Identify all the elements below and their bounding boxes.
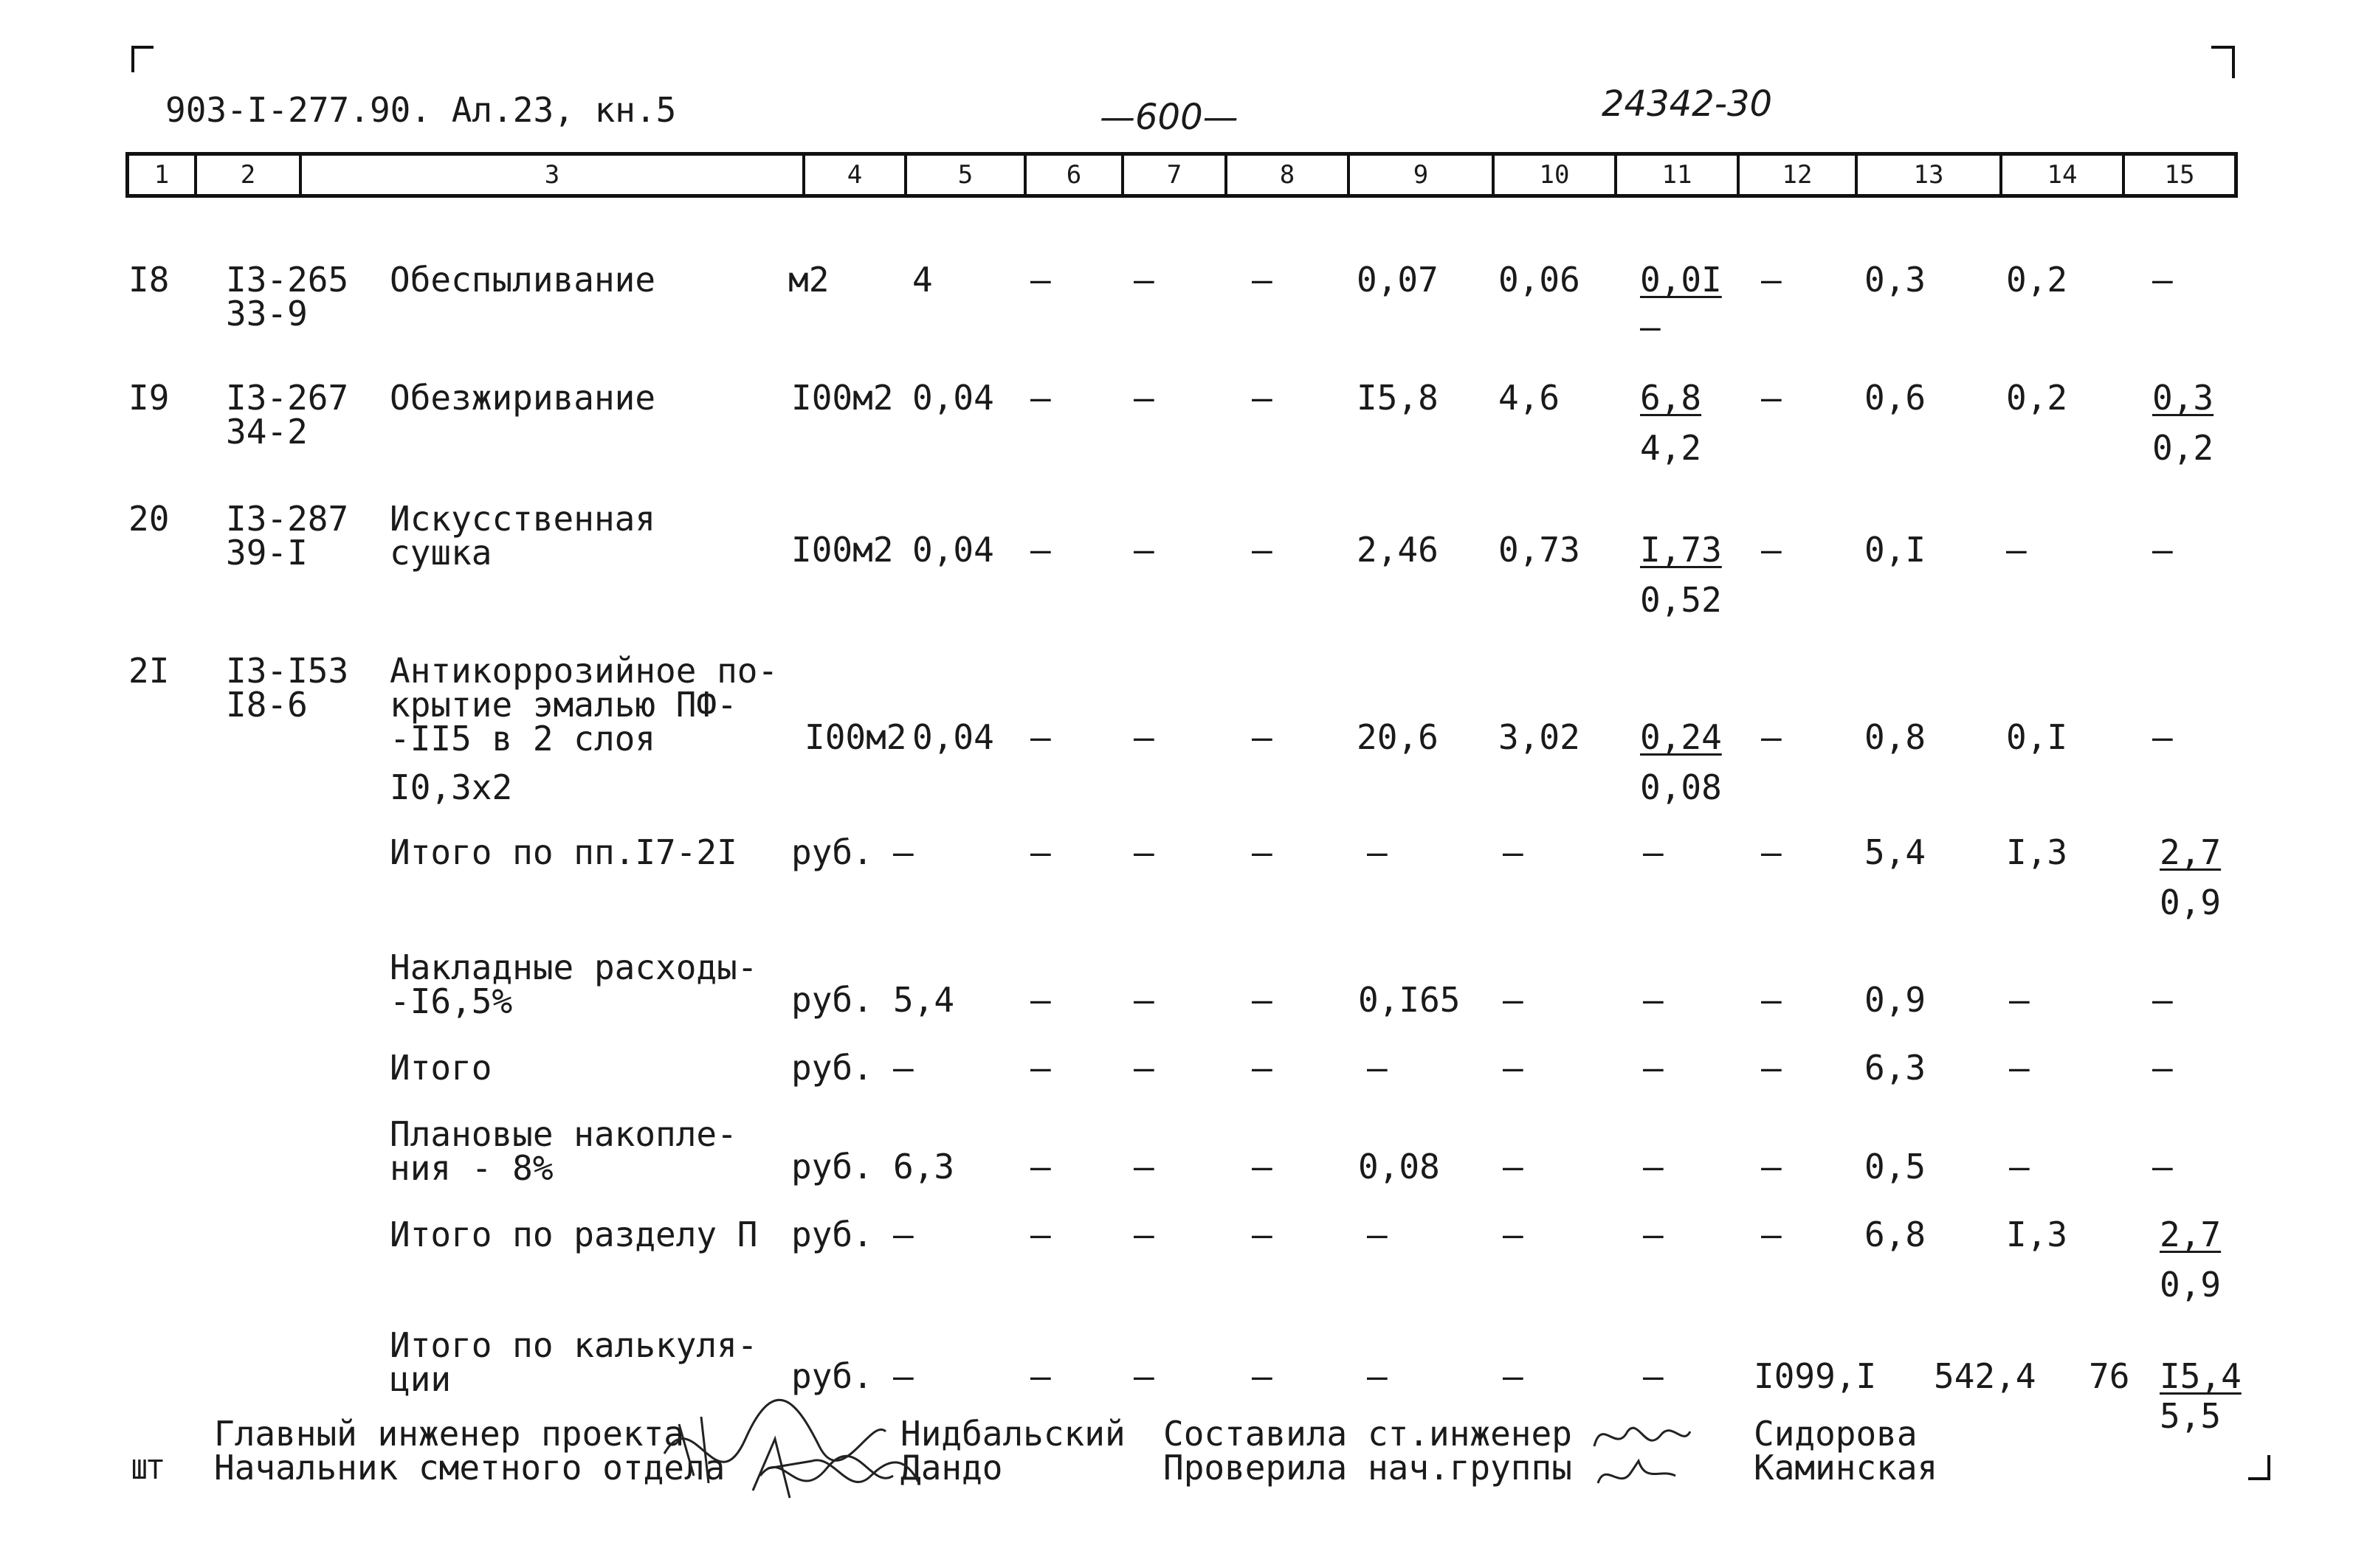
work-name: крытие эмалью ПФ- xyxy=(390,685,737,725)
cell-c12: – xyxy=(1761,530,1782,570)
cell-c5: – xyxy=(893,1356,914,1396)
cell-c15-lower: 0,9 xyxy=(2160,883,2222,922)
cell-c6: – xyxy=(1030,260,1051,300)
cell-c10: – xyxy=(1503,980,1523,1020)
cell-c5: – xyxy=(893,1215,914,1254)
cell-c6: – xyxy=(1030,717,1051,757)
cell-c13: 0,3 xyxy=(1864,260,1926,300)
column-header: 8 xyxy=(1227,156,1350,194)
cell-c12: – xyxy=(1761,832,1782,872)
cell-c15: – xyxy=(2152,717,2173,757)
corner-mark-top-left xyxy=(131,46,154,72)
cell-c15: – xyxy=(2152,530,2173,570)
cell-c13: 6,3 xyxy=(1864,1048,1926,1088)
cell-c11: 6,8 xyxy=(1640,378,1702,418)
cell-c5: 0,04 xyxy=(912,717,994,757)
price-code: I3-287 xyxy=(226,499,349,539)
cell-c12: – xyxy=(1761,260,1782,300)
column-header: 6 xyxy=(1027,156,1124,194)
cell-c10: – xyxy=(1503,832,1523,872)
cell-c14: 76 xyxy=(2089,1356,2130,1396)
cell-c11-lower: 4,2 xyxy=(1640,428,1702,468)
chief-engineer-label: Главный инженер проекта xyxy=(214,1414,684,1454)
cell-c15: I5,4 xyxy=(2160,1356,2242,1396)
column-header: 7 xyxy=(1124,156,1227,194)
cell-c11: I,73 xyxy=(1640,530,1722,570)
corner-mark-bottom-right xyxy=(2248,1455,2270,1480)
row-number: 20 xyxy=(128,499,170,539)
column-header: 3 xyxy=(302,156,805,194)
cell-c5: 4 xyxy=(912,260,933,300)
cell-c7: – xyxy=(1134,832,1154,872)
cell-c10: 4,6 xyxy=(1498,378,1560,418)
cell-c15: – xyxy=(2152,1048,2173,1088)
total-name: Итого xyxy=(390,1048,492,1088)
cell-c12: – xyxy=(1761,1215,1782,1254)
cell-c10: – xyxy=(1503,1147,1523,1187)
checked-label: Проверила нач.группы xyxy=(1163,1448,1572,1488)
cell-c5: – xyxy=(893,1048,914,1088)
checked-name: Каминская xyxy=(1754,1448,1938,1488)
cell-c6: – xyxy=(1030,1356,1051,1396)
price-code: I3-I53 xyxy=(226,651,349,691)
cell-c12: – xyxy=(1761,980,1782,1020)
cell-c11: – xyxy=(1643,1356,1664,1396)
cell-c10: – xyxy=(1503,1215,1523,1254)
cell-c8: – xyxy=(1252,1147,1272,1187)
price-code: 34-2 xyxy=(226,412,308,452)
estimate-head-label: Начальник сметного отдела xyxy=(214,1448,726,1488)
handwritten-number: 24342-30 xyxy=(1602,83,1773,125)
cell-c11: – xyxy=(1643,980,1664,1020)
total-name: Плановые накопле- xyxy=(390,1114,737,1154)
stamp-mark: ШТ xyxy=(131,1455,164,1485)
price-code: 33-9 xyxy=(226,294,308,334)
cell-c8: – xyxy=(1252,1048,1272,1088)
cell-c14: – xyxy=(2009,1147,2030,1187)
corner-mark-top-right xyxy=(2211,46,2235,78)
cell-c8: – xyxy=(1252,1215,1272,1254)
cell-c14: I,3 xyxy=(2006,832,2068,872)
cell-c11: – xyxy=(1643,1215,1664,1254)
total-name: Итого по пп.I7-2I xyxy=(390,832,737,872)
column-header: 5 xyxy=(907,156,1027,194)
price-code: I8-6 xyxy=(226,685,308,725)
column-header: 10 xyxy=(1495,156,1617,194)
row-number: I9 xyxy=(128,378,170,418)
cell-c15: – xyxy=(2152,1147,2173,1187)
cell-c5: 6,3 xyxy=(893,1147,955,1187)
cell-c7: – xyxy=(1134,1147,1154,1187)
cell-c7: – xyxy=(1134,260,1154,300)
cell-c7: – xyxy=(1134,1048,1154,1088)
total-name: ции xyxy=(390,1359,452,1399)
cell-c13: 0,8 xyxy=(1864,717,1926,757)
column-header: 15 xyxy=(2164,160,2195,190)
cell-c11-lower: 0,08 xyxy=(1640,767,1722,807)
cell-c13: 6,8 xyxy=(1864,1215,1926,1254)
cell-c8: – xyxy=(1252,832,1272,872)
column-header-row xyxy=(125,152,2238,198)
unit: I00м2 xyxy=(791,378,894,418)
column-header: 2 xyxy=(197,156,302,194)
cell-c14: I,3 xyxy=(2006,1215,2068,1254)
cell-c14: 0,2 xyxy=(2006,378,2068,418)
cell-c11: – xyxy=(1643,1048,1664,1088)
cell-c6: – xyxy=(1030,1215,1051,1254)
cell-c8: – xyxy=(1252,530,1272,570)
cell-c6: – xyxy=(1030,378,1051,418)
cell-c6: – xyxy=(1030,1147,1051,1187)
cell-c6: – xyxy=(1030,530,1051,570)
work-name: Обезжиривание xyxy=(390,378,656,418)
unit: руб. xyxy=(791,980,873,1020)
price-code: I3-267 xyxy=(226,378,349,418)
cell-c15-lower: 0,2 xyxy=(2152,428,2214,468)
cell-c14: – xyxy=(2009,980,2030,1020)
column-header: 13 xyxy=(1858,156,2002,194)
cell-c10: 0,73 xyxy=(1498,530,1580,570)
cell-c7: – xyxy=(1134,530,1154,570)
cell-c8: – xyxy=(1252,260,1272,300)
signature-scribble-head xyxy=(745,1431,923,1513)
total-name: Итого по разделу П xyxy=(390,1215,758,1254)
cell-c12: – xyxy=(1761,1147,1782,1187)
cell-c10: – xyxy=(1503,1048,1523,1088)
cell-c7: – xyxy=(1134,1356,1154,1396)
cell-c15: 2,7 xyxy=(2160,1215,2222,1254)
cell-c11: 0,0I xyxy=(1640,260,1722,300)
cell-c7: – xyxy=(1134,717,1154,757)
column-header: 14 xyxy=(2002,156,2125,194)
cell-c15: 2,7 xyxy=(2160,832,2222,872)
cell-c15-lower: 0,9 xyxy=(2160,1265,2222,1305)
cell-c6: – xyxy=(1030,832,1051,872)
work-name: Обеспыливание xyxy=(390,260,656,300)
total-name: ния - 8% xyxy=(390,1148,554,1188)
cell-c13: 0,9 xyxy=(1864,980,1926,1020)
cell-c13: 542,4 xyxy=(1934,1356,2036,1396)
cell-c7: – xyxy=(1134,378,1154,418)
work-name: Искусственная xyxy=(390,499,656,539)
cell-c9: I5,8 xyxy=(1357,378,1439,418)
doc-code: 903-I-277.90. Ал.23, кн.5 xyxy=(165,90,677,130)
cell-c14: – xyxy=(2006,530,2027,570)
cell-c11-lower: – xyxy=(1640,307,1661,347)
cell-c7: – xyxy=(1134,1215,1154,1254)
cell-c9: 0,08 xyxy=(1358,1147,1440,1187)
cell-c9: 0,07 xyxy=(1357,260,1439,300)
unit: I00м2 xyxy=(791,530,894,570)
cell-c11: – xyxy=(1643,1147,1664,1187)
work-name: -II5 в 2 слоя xyxy=(390,719,656,759)
total-name: Накладные расходы- xyxy=(390,947,758,987)
row-number: I8 xyxy=(128,260,170,300)
cell-c9: 20,6 xyxy=(1357,717,1439,757)
cell-c5: 0,04 xyxy=(912,530,994,570)
cell-c5: – xyxy=(893,832,914,872)
price-code: I3-265 xyxy=(226,260,349,300)
compiled-name: Сидорова xyxy=(1754,1414,1918,1454)
cell-c10: 0,06 xyxy=(1498,260,1580,300)
work-name: Антикоррозийное по- xyxy=(390,651,779,691)
cell-c6: – xyxy=(1030,1048,1051,1088)
cell-c5: 0,04 xyxy=(912,378,994,418)
cell-c12: I099,I xyxy=(1754,1356,1877,1396)
cell-c9: – xyxy=(1367,832,1388,872)
column-header: 12 xyxy=(1740,156,1858,194)
estimate-head-name: Дандо xyxy=(900,1448,1003,1488)
unit: руб. xyxy=(791,832,873,872)
cell-c12: – xyxy=(1761,717,1782,757)
cell-c15: – xyxy=(2152,980,2173,1020)
unit: руб. xyxy=(791,1215,873,1254)
cell-c14: 0,I xyxy=(2006,717,2068,757)
total-name: Итого по калькуля- xyxy=(390,1325,758,1365)
cell-c15: – xyxy=(2152,260,2173,300)
unit: руб. xyxy=(791,1147,873,1187)
cell-c5: 5,4 xyxy=(893,980,955,1020)
cell-c8: – xyxy=(1252,980,1272,1020)
total-name: -I6,5% xyxy=(390,981,513,1021)
cell-c12: – xyxy=(1761,1048,1782,1088)
cell-c10: 3,02 xyxy=(1498,717,1580,757)
cell-c9: – xyxy=(1367,1215,1388,1254)
cell-c11: 0,24 xyxy=(1640,717,1722,757)
cell-c9: 2,46 xyxy=(1357,530,1439,570)
signature-scribble-compiler xyxy=(1587,1402,1698,1498)
cell-c12: – xyxy=(1761,378,1782,418)
unit: руб. xyxy=(791,1048,873,1088)
cell-c9: 0,I65 xyxy=(1358,980,1461,1020)
unit: I00м2 xyxy=(805,717,907,757)
unit: руб. xyxy=(791,1356,873,1396)
column-header: 9 xyxy=(1350,156,1495,194)
column-header: 11 xyxy=(1617,156,1740,194)
cell-c15-lower: 5,5 xyxy=(2160,1396,2222,1436)
row-number: 2I xyxy=(128,651,170,691)
cell-c14: 0,2 xyxy=(2006,260,2068,300)
cell-c13: 0,6 xyxy=(1864,378,1926,418)
cell-c7: – xyxy=(1134,980,1154,1020)
cell-c14: – xyxy=(2009,1048,2030,1088)
column-header: 1 xyxy=(129,156,197,194)
cell-c8: – xyxy=(1252,378,1272,418)
price-code: 39-I xyxy=(226,533,308,573)
chief-engineer-name: Нидбальский xyxy=(900,1414,1126,1454)
cell-c8: – xyxy=(1252,717,1272,757)
cell-c13: 5,4 xyxy=(1864,832,1926,872)
cell-c10: – xyxy=(1503,1356,1523,1396)
column-header: 4 xyxy=(805,156,907,194)
page-number: —600— xyxy=(1100,97,1238,138)
cell-c9: – xyxy=(1367,1356,1388,1396)
work-name: I0,3х2 xyxy=(390,767,513,807)
cell-c8: – xyxy=(1252,1356,1272,1396)
compiled-label: Составила ст.инженер xyxy=(1163,1414,1572,1454)
cell-c15: 0,3 xyxy=(2152,378,2214,418)
cell-c11-lower: 0,52 xyxy=(1640,580,1722,620)
work-name: сушка xyxy=(390,533,492,573)
cell-c9: – xyxy=(1367,1048,1388,1088)
cell-c13: 0,5 xyxy=(1864,1147,1926,1187)
cell-c13: 0,I xyxy=(1864,530,1926,570)
cell-c6: – xyxy=(1030,980,1051,1020)
unit: м2 xyxy=(788,260,830,300)
cell-c11: – xyxy=(1643,832,1664,872)
